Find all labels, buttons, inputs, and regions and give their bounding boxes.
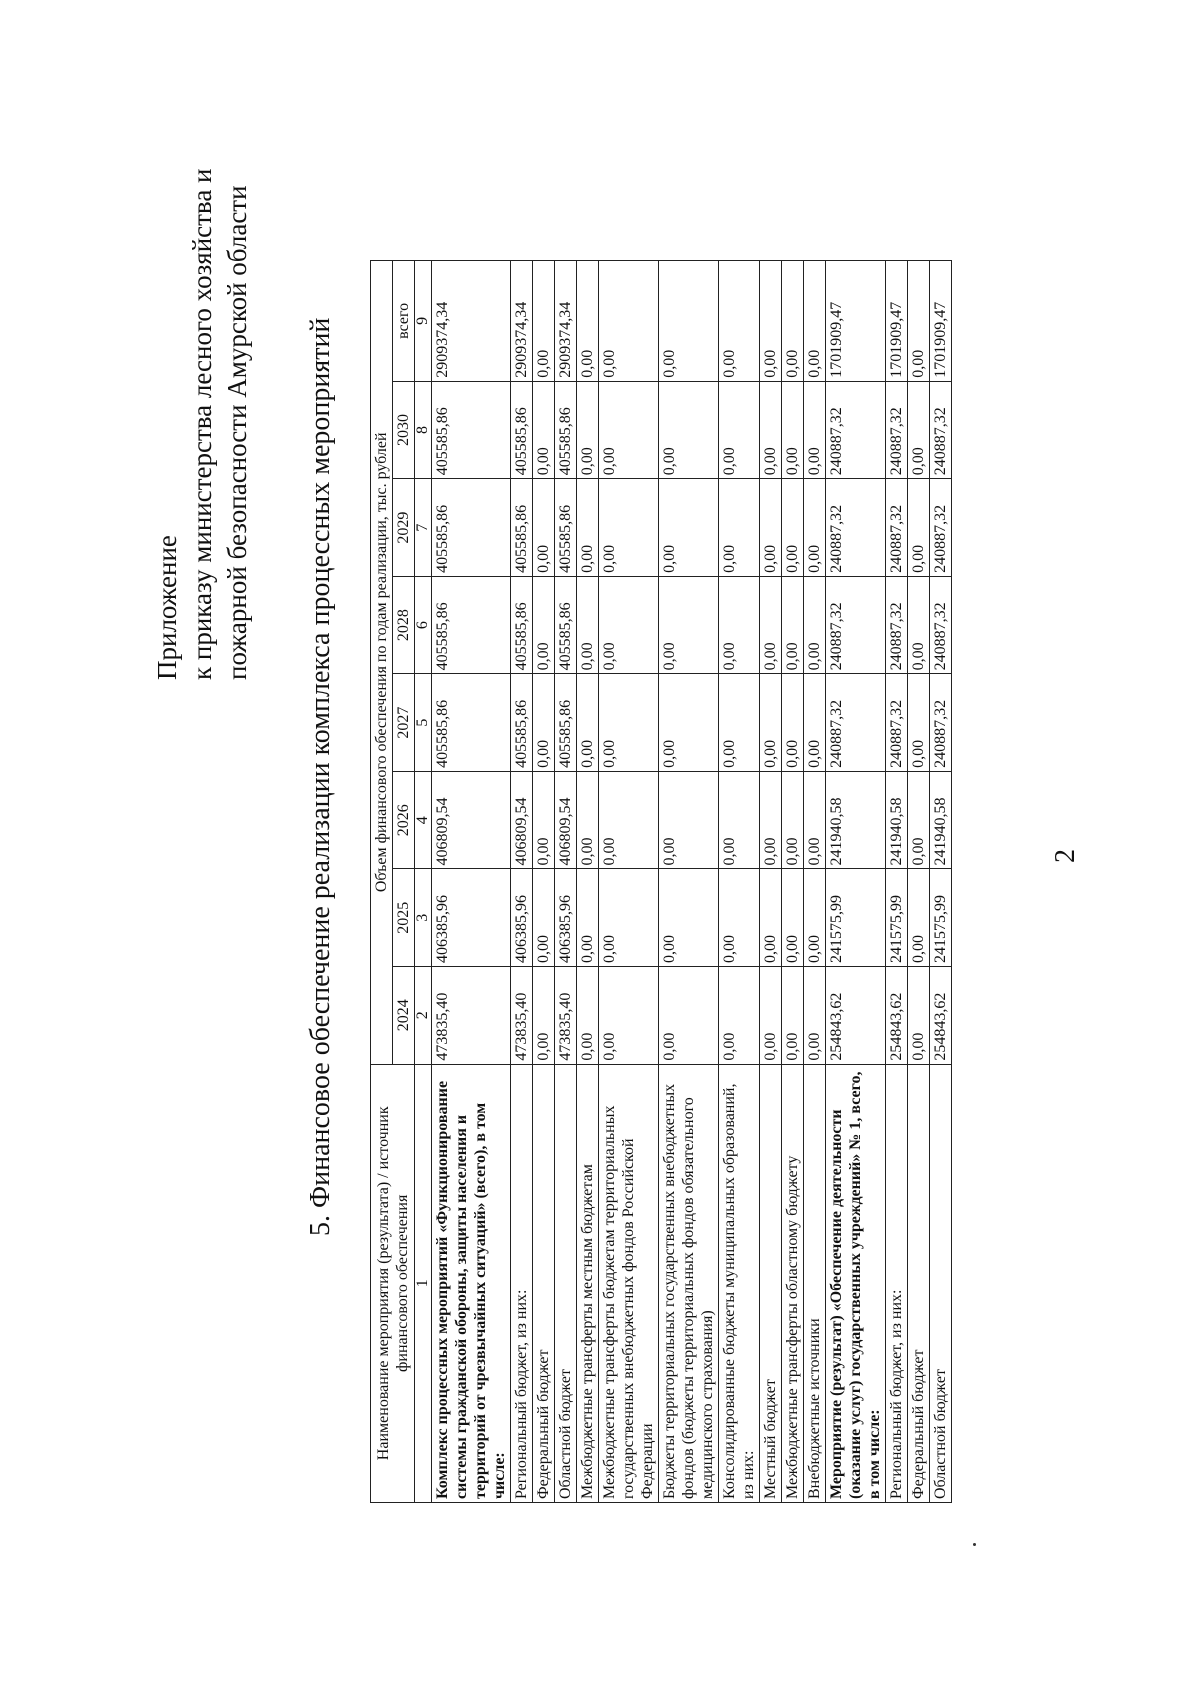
value-cell: 0,00	[782, 576, 804, 674]
appendix-header	[150, 60, 255, 680]
value-cell: 0,00	[782, 869, 804, 967]
value-cell: 254843,62	[826, 967, 886, 1065]
value-cell: 241940,58	[930, 771, 952, 869]
value-cell: 0,00	[533, 674, 555, 772]
value-cell: 240887,32	[886, 674, 908, 772]
year-header: 2029	[393, 479, 415, 577]
value-cell: 241940,58	[826, 771, 886, 869]
column-number: 4	[415, 771, 432, 869]
appendix-line-3: пожарной безопасности Амурской области	[222, 185, 252, 680]
value-cell: 405585,86	[511, 576, 533, 674]
total-value-cell: 0,00	[533, 261, 555, 382]
value-cell: 0,00	[577, 479, 599, 577]
row-name-cell: Внебюджетные источники	[804, 1064, 826, 1502]
value-cell: 241575,99	[886, 869, 908, 967]
value-cell: 406809,54	[432, 771, 511, 869]
value-cell: 0,00	[599, 869, 659, 967]
total-value-cell: 2909374,34	[555, 261, 577, 382]
appendix-line-2: к приказу министерства лесного хозяйства и	[187, 168, 217, 680]
total-value-cell: 0,00	[719, 261, 760, 382]
column-number: 2	[415, 967, 432, 1065]
value-cell: 0,00	[760, 381, 782, 479]
value-cell: 0,00	[804, 381, 826, 479]
value-cell: 0,00	[659, 771, 719, 869]
total-value-cell: 2909374,34	[432, 261, 511, 382]
column-number: 1	[415, 1064, 432, 1502]
total-header: всего	[393, 261, 415, 382]
value-cell: 0,00	[719, 479, 760, 577]
value-cell: 0,00	[760, 869, 782, 967]
value-cell: 0,00	[659, 576, 719, 674]
page-number: 2	[1050, 849, 1081, 863]
value-cell: 0,00	[533, 381, 555, 479]
value-cell: 240887,32	[826, 674, 886, 772]
row-name-cell: Региональный бюджет, из них:	[886, 1064, 908, 1502]
column-number-row	[415, 261, 432, 1503]
total-value-cell: 0,00	[804, 261, 826, 382]
value-cell: 0,00	[782, 771, 804, 869]
value-cell: 473835,40	[511, 967, 533, 1065]
row-name-cell: Региональный бюджет, из них:	[511, 1064, 533, 1502]
value-cell: 406385,96	[555, 869, 577, 967]
value-cell: 0,00	[782, 479, 804, 577]
appendix-title: Приложение	[152, 535, 182, 680]
row-name-cell: Мероприятие (результат) «Обеспечение деятельности (оказание услуг) государственных учреждений» № 1, всего, в том числе:	[826, 1064, 886, 1502]
value-cell: 240887,32	[886, 479, 908, 577]
value-cell: 240887,32	[930, 479, 952, 577]
value-cell: 0,00	[533, 771, 555, 869]
value-cell: 241575,99	[930, 869, 952, 967]
value-cell: 0,00	[533, 869, 555, 967]
value-cell: 0,00	[804, 869, 826, 967]
value-cell: 473835,40	[432, 967, 511, 1065]
value-cell: 241575,99	[826, 869, 886, 967]
table-row	[432, 261, 511, 1503]
row-name-cell: Бюджеты территориальных государственных внебюджетных фондов (бюджеты территориальных фондов обязательного медицинского страхования)	[659, 1064, 719, 1502]
value-cell: 240887,32	[886, 381, 908, 479]
row-name-cell: Областной бюджет	[555, 1064, 577, 1502]
column-number: 3	[415, 869, 432, 967]
value-cell: 405585,86	[555, 479, 577, 577]
value-cell: 0,00	[760, 771, 782, 869]
value-cell: 0,00	[599, 771, 659, 869]
value-cell: 240887,32	[930, 674, 952, 772]
value-cell: 0,00	[659, 674, 719, 772]
table-row	[599, 261, 659, 1503]
value-cell: 0,00	[533, 479, 555, 577]
value-cell: 0,00	[908, 381, 930, 479]
year-header: 2027	[393, 674, 415, 772]
table-row	[577, 261, 599, 1503]
value-cell: 0,00	[659, 381, 719, 479]
value-cell: 0,00	[577, 381, 599, 479]
table-row	[930, 261, 952, 1503]
column-number: 6	[415, 576, 432, 674]
value-cell: 0,00	[804, 576, 826, 674]
value-cell: 0,00	[908, 674, 930, 772]
total-value-cell: 1701909,47	[826, 261, 886, 382]
total-value-cell: 1701909,47	[930, 261, 952, 382]
value-cell: 0,00	[760, 576, 782, 674]
value-cell: 405585,86	[511, 479, 533, 577]
total-value-cell: 0,00	[908, 261, 930, 382]
total-value-cell: 0,00	[577, 261, 599, 382]
value-cell: 0,00	[804, 771, 826, 869]
column-number: 5	[415, 674, 432, 772]
value-cell: 0,00	[719, 771, 760, 869]
value-cell: 0,00	[577, 674, 599, 772]
section-title: 5. Финансовое обеспечение реализации комплекса процессных мероприятий	[305, 317, 336, 1236]
value-cell: 0,00	[599, 674, 659, 772]
value-cell: 0,00	[533, 967, 555, 1065]
table-row	[533, 261, 555, 1503]
value-cell: 406809,54	[555, 771, 577, 869]
value-cell: 0,00	[908, 869, 930, 967]
column-number: 8	[415, 381, 432, 479]
year-header: 2030	[393, 381, 415, 479]
table-row	[511, 261, 533, 1503]
value-cell: 0,00	[908, 576, 930, 674]
column-number: 7	[415, 479, 432, 577]
value-cell: 0,00	[719, 967, 760, 1065]
value-cell: 0,00	[577, 576, 599, 674]
total-value-cell: 0,00	[659, 261, 719, 382]
value-cell: 0,00	[760, 479, 782, 577]
header-volume-cell: Объем финансового обеспечения по годам реализации, тыс. рублей	[371, 261, 393, 1065]
scan-speck	[973, 1543, 976, 1546]
value-cell: 0,00	[804, 967, 826, 1065]
value-cell: 0,00	[908, 771, 930, 869]
value-cell: 405585,86	[432, 479, 511, 577]
row-name-cell: Комплекс процессных мероприятий «Функционирование системы гражданской обороны, защиты населения и территорий от чрезвычайных ситуаций» (всего), в том числе:	[432, 1064, 511, 1502]
value-cell: 0,00	[599, 381, 659, 479]
year-header: 2024	[393, 967, 415, 1065]
value-cell: 0,00	[782, 381, 804, 479]
value-cell: 240887,32	[886, 576, 908, 674]
value-cell: 0,00	[804, 674, 826, 772]
value-cell: 0,00	[719, 674, 760, 772]
value-cell: 406385,96	[511, 869, 533, 967]
year-header: 2025	[393, 869, 415, 967]
value-cell: 240887,32	[930, 381, 952, 479]
row-name-cell: Межбюджетные трансферты областному бюджету	[782, 1064, 804, 1502]
value-cell: 241940,58	[886, 771, 908, 869]
total-value-cell: 0,00	[599, 261, 659, 382]
row-name-cell: Межбюджетные трансферты местным бюджетам	[577, 1064, 599, 1502]
value-cell: 0,00	[577, 967, 599, 1065]
value-cell: 240887,32	[826, 576, 886, 674]
value-cell: 0,00	[659, 869, 719, 967]
table-row	[760, 261, 782, 1503]
value-cell: 254843,62	[930, 967, 952, 1065]
value-cell: 0,00	[577, 771, 599, 869]
table-row	[826, 261, 886, 1503]
value-cell: 0,00	[908, 967, 930, 1065]
row-name-cell: Федеральный бюджет	[533, 1064, 555, 1502]
header-row	[371, 261, 393, 1503]
value-cell: 0,00	[782, 967, 804, 1065]
value-cell: 406809,54	[511, 771, 533, 869]
year-header: 2026	[393, 771, 415, 869]
header-name-cell: Наименование мероприятия (результата) / источник финансового обеспечения	[371, 1064, 415, 1502]
total-value-cell: 0,00	[782, 261, 804, 382]
total-value-cell: 2909374,34	[511, 261, 533, 382]
value-cell: 0,00	[599, 576, 659, 674]
row-name-cell: Местный бюджет	[760, 1064, 782, 1502]
table-row	[908, 261, 930, 1503]
table-body	[432, 261, 952, 1503]
value-cell: 0,00	[599, 479, 659, 577]
table-row	[719, 261, 760, 1503]
value-cell: 0,00	[533, 576, 555, 674]
value-cell: 405585,86	[432, 576, 511, 674]
value-cell: 406385,96	[432, 869, 511, 967]
value-cell: 240887,32	[826, 381, 886, 479]
value-cell: 0,00	[804, 479, 826, 577]
table-row	[804, 261, 826, 1503]
value-cell: 405585,86	[511, 674, 533, 772]
row-name-cell: Областной бюджет	[930, 1064, 952, 1502]
value-cell: 405585,86	[555, 576, 577, 674]
value-cell: 0,00	[719, 381, 760, 479]
value-cell: 240887,32	[826, 479, 886, 577]
row-name-cell: Консолидированные бюджеты муниципальных образований, из них:	[719, 1064, 760, 1502]
value-cell: 405585,86	[432, 381, 511, 479]
table-row	[782, 261, 804, 1503]
value-cell: 405585,86	[555, 381, 577, 479]
value-cell: 0,00	[659, 967, 719, 1065]
row-name-cell: Межбюджетные трансферты бюджетам территориальных государственных внебюджетных фондов Российской Федерации	[599, 1064, 659, 1502]
column-number: 9	[415, 261, 432, 382]
row-name-cell: Федеральный бюджет	[908, 1064, 930, 1502]
value-cell: 405585,86	[432, 674, 511, 772]
value-cell: 0,00	[719, 869, 760, 967]
value-cell: 0,00	[782, 674, 804, 772]
table-row	[659, 261, 719, 1503]
value-cell: 473835,40	[555, 967, 577, 1065]
value-cell: 0,00	[760, 967, 782, 1065]
year-header: 2028	[393, 576, 415, 674]
value-cell: 240887,32	[930, 576, 952, 674]
table-row	[886, 261, 908, 1503]
value-cell: 0,00	[908, 479, 930, 577]
value-cell: 0,00	[760, 674, 782, 772]
value-cell: 254843,62	[886, 967, 908, 1065]
value-cell: 0,00	[659, 479, 719, 577]
value-cell: 0,00	[599, 967, 659, 1065]
total-value-cell: 0,00	[760, 261, 782, 382]
total-value-cell: 1701909,47	[886, 261, 908, 382]
value-cell: 0,00	[577, 869, 599, 967]
financing-table	[370, 260, 952, 1503]
value-cell: 405585,86	[555, 674, 577, 772]
value-cell: 0,00	[719, 576, 760, 674]
table-row	[555, 261, 577, 1503]
value-cell: 405585,86	[511, 381, 533, 479]
